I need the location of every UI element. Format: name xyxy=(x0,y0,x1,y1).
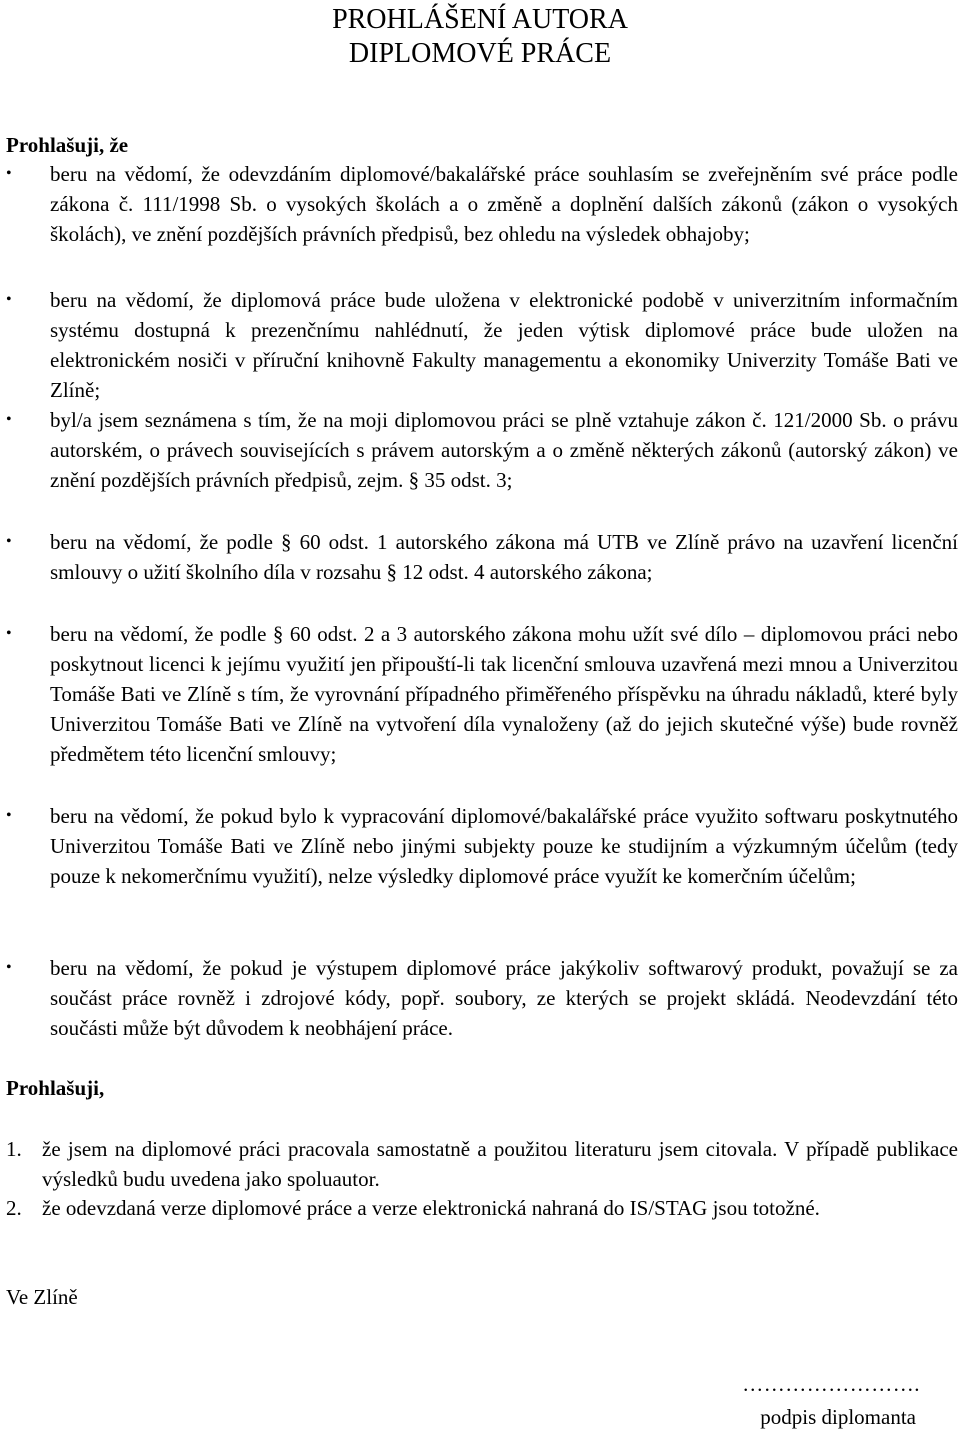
list-number: 2. xyxy=(6,1196,22,1220)
bullet-icon: • xyxy=(6,959,12,976)
bullet-icon: • xyxy=(6,411,12,428)
numbered-item-identical-versions: že odevzdaná verze diplomové práce a verze elektronická nahraná do IS/STAG jsou totožné. xyxy=(42,1196,820,1220)
list-item-source-code: beru na vědomí, že pokud je výstupem diplomové práce jakýkoliv softwarový produkt, považují se za součást práce rovněž i zdrojové kódy, popř. soubory, ze kterých se projekt skládá. Neodevzdání této součásti může být důvodem k neobhájení práce. xyxy=(50,956,958,1041)
place-label: Ve Zlíně xyxy=(6,1285,78,1309)
section-heading-declaration: Prohlašuji, xyxy=(6,1076,105,1100)
bullet-icon: • xyxy=(6,291,12,308)
signature-line: ……………………. xyxy=(742,1372,920,1396)
list-item-software-usage: beru na vědomí, že pokud bylo k vypracování diplomové/bakalářské práce využito softwaru poskytnutého Univerzitou Tomáše Bati ve Zlíně nebo jinými subjekty pouze ke studijním a výzkumným účelům (tedy pouze k nekomerčnímu využití), nelze výsledky diplomové práce využít ke komerčním účelům; xyxy=(50,804,958,889)
bullet-icon: • xyxy=(6,807,12,824)
numbered-item-independent-work: že jsem na diplomové práci pracovala samostatně a použitou literaturu jsem citovala. V případě publikace výsledků budu uvedena jako spoluautor. xyxy=(42,1137,958,1192)
document-title-line-2: DIPLOMOVÉ PRÁCE xyxy=(348,38,612,69)
document-title-line-1: PROHLÁŠENÍ AUTORA xyxy=(332,4,628,35)
list-item-copyright-act: byl/a jsem seznámena s tím, že na moji diplomovou práci se plně vztahuje zákon č. 121/2000 Sb. o právu autorském, o právech souvisejících s právem autorským a o změně některých zákonů (autorský zákon) ve znění pozdějších právních předpisů, zejm. § 35 odst. 3; xyxy=(50,408,958,493)
bullet-icon: • xyxy=(6,533,12,550)
signature-label: podpis diplomanta xyxy=(760,1405,916,1429)
list-number: 1. xyxy=(6,1137,22,1161)
list-item-work-usage: beru na vědomí, že podle § 60 odst. 2 a 3 autorského zákona mohu užít své dílo – diplomovou práci nebo poskytnout licenci k jejímu využití jen připouští-li tak licenční smlouva uzavřená mezi mnou a Univerzitou Tomáše Bati ve Zlíně s tím, že vyrovnání případného přiměřeného příspěvku na úhradu nákladů, které byly Univerzitou Tomáše Bati ve Zlíně na vytvoření díla vynaloženy (až do jejich skutečné výše) bude rovněž předmětem této licenční smlouvy; xyxy=(50,622,958,767)
list-item-publication-consent: beru na vědomí, že odevzdáním diplomové/bakalářské práce souhlasím se zveřejněním své práce podle zákona č. 111/1998 Sb. o vysokých školách a o změně a doplnění dalších zákonů (zákon o vysokých školách), ve znění pozdějších právních předpisů, bez ohledu na výsledek obhajoby; xyxy=(50,162,958,247)
bullet-icon: • xyxy=(6,625,12,642)
list-item-electronic-storage: beru na vědomí, že diplomová práce bude uložena v elektronické podobě v univerzitním informačním systému dostupná k prezenčnímu nahlédnutí, že jeden výtisk diplomové práce bude uložen na elektronickém nosiči v příruční knihovně Fakulty managementu a ekonomiky Univerzity Tomáše Bati ve Zlíně; xyxy=(50,288,958,403)
bullet-icon: • xyxy=(6,165,12,182)
list-item-license-agreement: beru na vědomí, že podle § 60 odst. 1 autorského zákona má UTB ve Zlíně právo na uzavření licenční smlouvy o užití školního díla v rozsahu § 12 odst. 4 autorského zákona; xyxy=(50,530,958,585)
section-heading-declaration-that: Prohlašuji, že xyxy=(6,133,129,157)
